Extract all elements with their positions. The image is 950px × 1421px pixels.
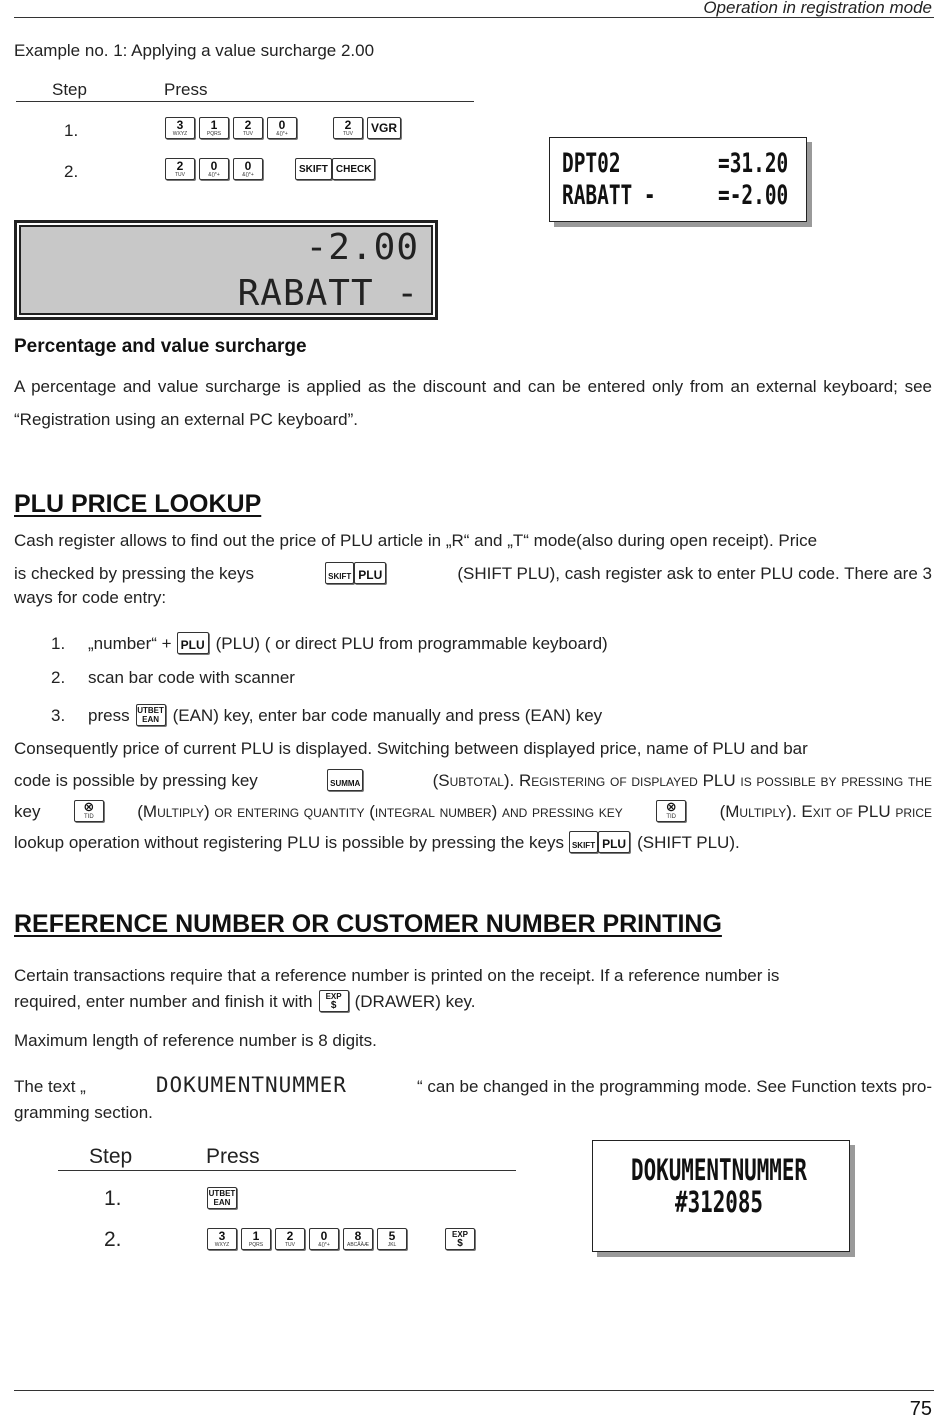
- header-rule: [14, 17, 934, 18]
- lcd-line-amount: -2.00: [305, 227, 419, 268]
- text: (Subtotal). Registering of displayed PLU is possible by pressing the: [432, 770, 932, 790]
- text: code is possible by pressing key: [14, 770, 258, 790]
- plu-para-line1: Cash register allows to find out the price of PLU article in „R“ and „T“ mode(also during open receipt). Price: [14, 531, 818, 550]
- list-num: 2.: [51, 668, 66, 687]
- receipt-reference: [592, 1140, 850, 1252]
- page-number: 75: [909, 1398, 932, 1420]
- surcharge-body: A percentage and value surcharge is applied as the discount and can be entered only from an external keyboard; see “Registration using an external PC keyboard”.: [14, 377, 932, 429]
- example1-step1-keys: [165, 117, 401, 139]
- key-2: 2 TUV: [165, 158, 195, 180]
- lcd-display: [14, 220, 438, 320]
- ref-step1-keys: [207, 1187, 237, 1209]
- list-text: (PLU) ( or direct PLU from programmable keyboard): [215, 633, 608, 653]
- key-1: 1 PQRS: [199, 117, 229, 139]
- key-0: 0 &()*+: [267, 117, 297, 139]
- plu-cont-line1: Consequently price of current PLU is displayed. Switching between displayed price, name of PLU and bar: [14, 739, 808, 758]
- key-0: 0 &()*+: [233, 158, 263, 180]
- key-skift: SKIFT: [569, 831, 598, 853]
- text: required, enter number and finish it with: [14, 991, 313, 1011]
- plu-cont-line2: [14, 769, 932, 791]
- receipt-row2-left: RABATT -: [562, 180, 656, 211]
- key-multiply: ⊗ TID: [656, 800, 686, 822]
- surcharge-heading: Percentage and value surcharge: [14, 336, 307, 357]
- plu-cont-line3: [14, 800, 932, 822]
- receipt-example1: [549, 137, 807, 222]
- text: (SHIFT PLU).: [637, 832, 740, 852]
- key-0: 0 &()*+: [309, 1228, 339, 1250]
- ref-para-line5: gramming section.: [14, 1103, 153, 1122]
- example1-step-1: 1.: [64, 121, 79, 140]
- ref-press-label: Press: [206, 1145, 260, 1168]
- receipt-row2-right: =-2.00: [718, 180, 789, 211]
- ref-step-1: 1.: [104, 1187, 122, 1210]
- key-skift: SKIFT: [295, 158, 332, 180]
- receipt-row1-left: DPT02: [562, 148, 621, 179]
- ref-heading: REFERENCE NUMBER OR CUSTOMER NUMBER PRINTING: [14, 910, 722, 938]
- list-text: (EAN) key, enter bar code manually and press (EAN) key: [172, 705, 603, 725]
- example1-step-2: 2.: [64, 162, 79, 181]
- key-utbet-ean: UTBET EAN: [208, 1189, 236, 1207]
- key-summa: SUMMA: [327, 769, 363, 791]
- key-skift: SKIFT: [325, 562, 354, 584]
- ref-step-label: Step: [89, 1145, 133, 1168]
- page-header-title: Operation in registration mode: [703, 0, 932, 17]
- receipt-row1-right: =31.20: [718, 148, 789, 179]
- key-check: CHECK: [332, 158, 376, 180]
- list-text: „number“ +: [88, 633, 172, 653]
- text: (Multiply) or entering quantity (integral number) and pressing key: [137, 801, 623, 821]
- key-3: 3 WXYZ: [165, 117, 195, 139]
- key-3: 3 WXYZ: [207, 1228, 237, 1250]
- text: The text „: [14, 1077, 86, 1096]
- key-plu: PLU: [354, 562, 386, 584]
- key-2: 2 TUV: [233, 117, 263, 139]
- plu-para-line2: [14, 562, 932, 584]
- plu-para-line2-b: (SHIFT PLU), cash register ask to enter PLU code. There are 3: [457, 563, 932, 583]
- ref-para-line3: Maximum length of reference number is 8 digits.: [14, 1031, 377, 1050]
- key-2: 2 TUV: [333, 117, 363, 139]
- key-8: 8 ABCÅÄÆ: [343, 1228, 373, 1250]
- receipt-ref-line2: #312085: [675, 1185, 763, 1219]
- plu-shift-keys: [569, 831, 630, 853]
- key-exp-drawer: EXP $: [319, 990, 349, 1012]
- example1-title: Example no. 1: Applying a value surcharge 2.00: [14, 41, 375, 60]
- text: (Multiply). Exit of PLU price: [719, 801, 932, 821]
- plu-shift-keys: [325, 562, 386, 584]
- key-plu: PLU: [177, 632, 209, 654]
- key-utbet-ean: UTBET EAN: [137, 706, 164, 724]
- example1-step-label: Step: [52, 80, 87, 99]
- key-1: 1 PQRS: [241, 1228, 271, 1250]
- plu-list-item-3: [51, 704, 602, 726]
- list-text: press: [88, 705, 130, 725]
- key-plu: PLU: [598, 831, 630, 853]
- plu-list-item-2: [51, 667, 295, 688]
- plu-list-item-1: [51, 632, 608, 654]
- key-0: 0 &()*+: [199, 158, 229, 180]
- example1-step2-keys: [165, 158, 375, 180]
- list-num: 1.: [51, 633, 66, 653]
- lcd-line-text: RABATT -: [237, 273, 419, 314]
- plu-cont-line4: [14, 831, 740, 853]
- key-exp-drawer: EXP $: [445, 1228, 475, 1250]
- ref-step-rule: [58, 1170, 516, 1171]
- receipt-ref-line1: DOKUMENTNUMMER: [631, 1153, 807, 1187]
- multiply-icon: ⊗: [665, 799, 677, 814]
- plu-para-line2-a: is checked by pressing the keys: [14, 563, 255, 583]
- text: lookup operation without registering PLU is possible by pressing the keys: [14, 832, 564, 852]
- example1-press-label: Press: [164, 80, 208, 99]
- plu-para-line3: ways for code entry:: [14, 588, 167, 607]
- ref-para-line2: [14, 990, 476, 1012]
- ref-para-line4: [14, 1075, 932, 1097]
- key-2: 2 TUV: [275, 1228, 305, 1250]
- key-5: 5 JKL: [377, 1228, 407, 1250]
- ref-step-2: 2.: [104, 1228, 122, 1251]
- multiply-icon: ⊗: [83, 799, 95, 814]
- ref-para-line1: Certain transactions require that a reference number is printed on the receipt. If a reference number is: [14, 966, 780, 985]
- plu-heading: PLU PRICE LOOKUP: [14, 490, 262, 518]
- footer-rule: [14, 1390, 934, 1391]
- key-vgr: VGR: [367, 117, 401, 139]
- ref-step2-keys: [207, 1228, 475, 1250]
- example1-step-rule: [16, 101, 474, 102]
- text: key: [14, 801, 41, 821]
- list-num: 3.: [51, 705, 66, 725]
- text: “ can be changed in the programming mode. See Function texts pro-: [416, 1077, 932, 1096]
- text: (DRAWER) key.: [354, 991, 476, 1011]
- lcd-text-inline: DOKUMENTNUMMER: [155, 1073, 347, 1097]
- key-multiply: ⊗ TID: [74, 800, 104, 822]
- list-text: scan bar code with scanner: [88, 668, 295, 687]
